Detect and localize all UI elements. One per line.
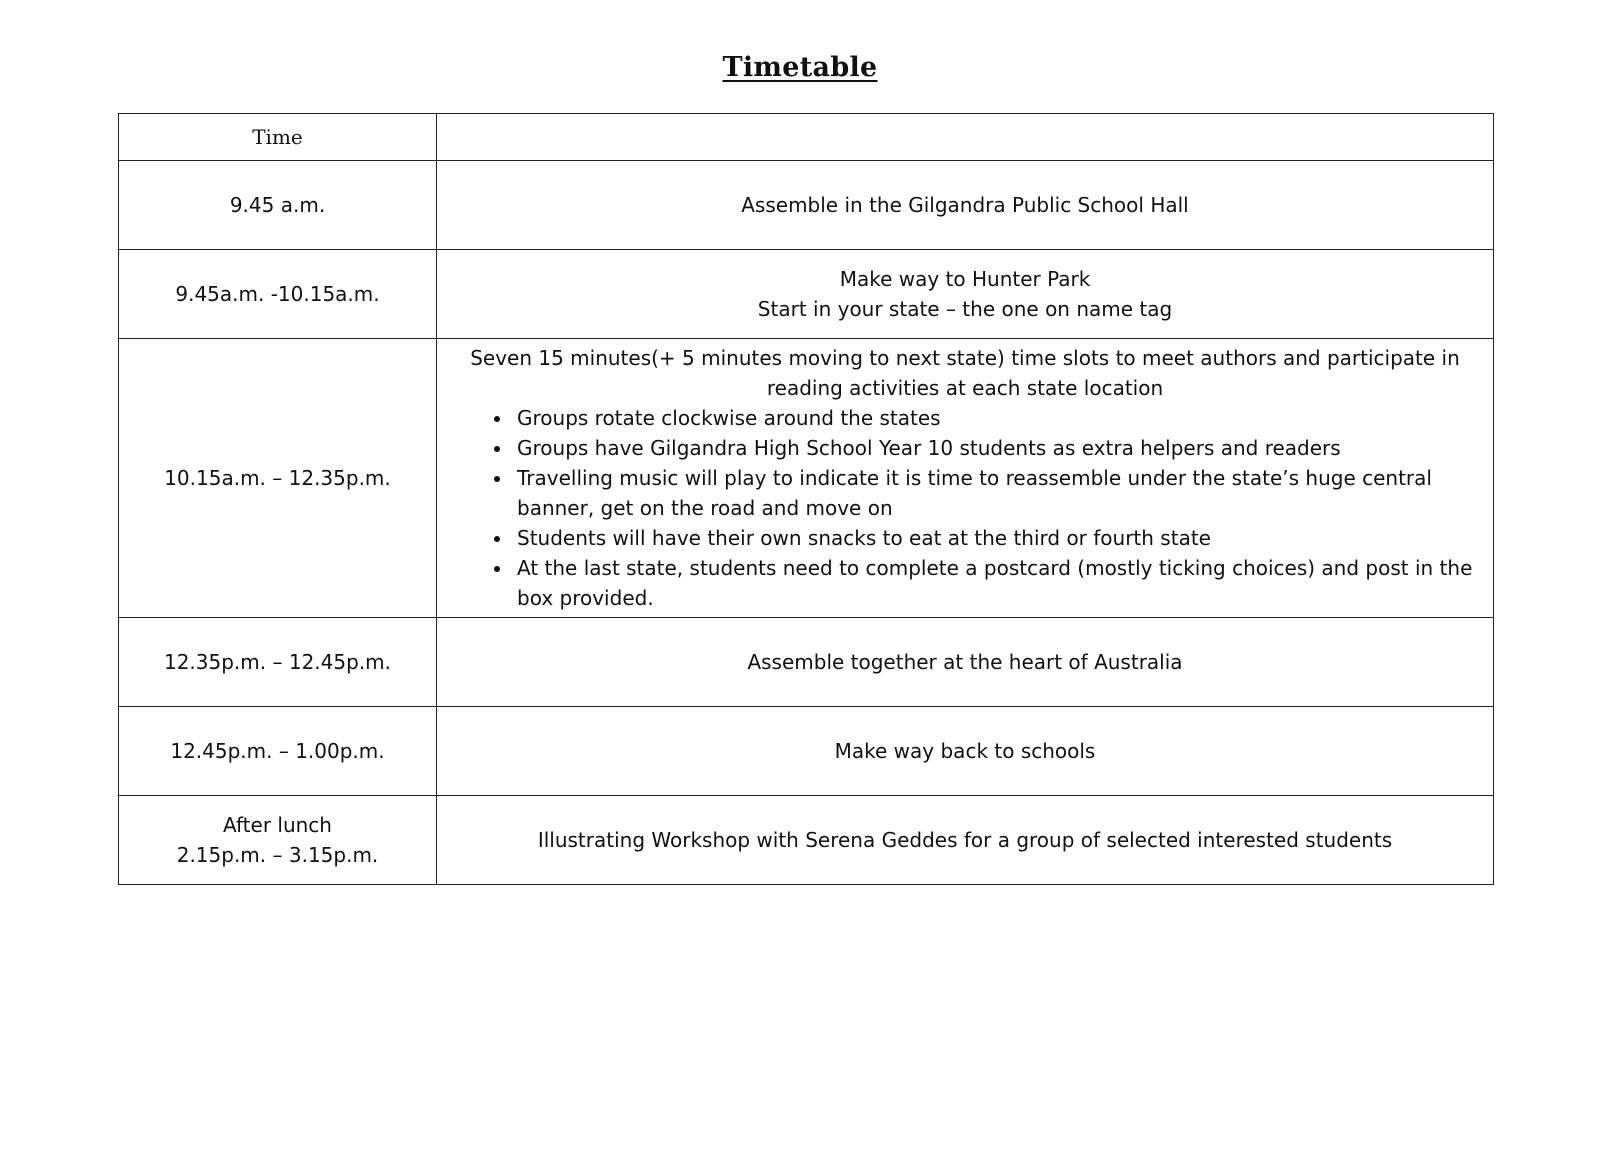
- activity-text: Assemble together at the heart of Australia: [747, 650, 1183, 674]
- table-row: [119, 339, 1494, 618]
- time-cell: [119, 796, 437, 885]
- activity-intro: Seven 15 minutes(+ 5 minutes moving to next state) time slots to meet authors and participate in reading activities at each state location: [470, 346, 1460, 400]
- table-row: [119, 707, 1494, 796]
- activity-text: Assemble in the Gilgandra Public School Hall: [741, 193, 1189, 217]
- table-header-row: [119, 114, 1494, 161]
- activity-cell: [437, 339, 1494, 618]
- page-title: Timetable: [722, 52, 878, 83]
- column-header-time: Time: [119, 114, 437, 161]
- activity-cell: [437, 707, 1494, 796]
- activity-text: Make way to Hunter Park: [839, 267, 1091, 291]
- table-row: [119, 161, 1494, 250]
- time-text: 2.15p.m. – 3.15p.m.: [176, 843, 379, 867]
- activity-block: [447, 343, 1483, 613]
- activity-cell: [437, 161, 1494, 250]
- activity-text: Illustrating Workshop with Serena Geddes for a group of selected interested students: [537, 828, 1393, 852]
- activity-cell: [437, 618, 1494, 707]
- bullet-list: [451, 403, 1479, 613]
- time-text: 9.45 a.m.: [229, 193, 326, 217]
- table-row: [119, 250, 1494, 339]
- time-cell: [119, 339, 437, 618]
- bullet-item: • Groups have Gilgandra High School Year 10 students as extra helpers and readers: [513, 433, 1479, 463]
- timetable: [118, 113, 1494, 885]
- column-header-activity: [437, 114, 1494, 161]
- time-text: 10.15a.m. – 12.35p.m.: [164, 466, 391, 490]
- bullet-item: • Groups rotate clockwise around the states: [513, 403, 1479, 433]
- activity-cell: [437, 250, 1494, 339]
- activity-text: Make way back to schools: [834, 739, 1096, 763]
- bullet-item: • At the last state, students need to complete a postcard (mostly ticking choices) and post in the box provided.: [513, 553, 1479, 613]
- table-row: [119, 618, 1494, 707]
- time-text: 12.45p.m. – 1.00p.m.: [170, 739, 385, 763]
- time-text: 12.35p.m. – 12.45p.m.: [163, 650, 391, 674]
- activity-text: Start in your state – the one on name tag: [757, 297, 1173, 321]
- time-cell: [119, 618, 437, 707]
- bullet-item: • Students will have their own snacks to eat at the third or fourth state: [513, 523, 1479, 553]
- time-cell: [119, 161, 437, 250]
- time-text: After lunch: [223, 813, 332, 837]
- activity-cell: [437, 796, 1494, 885]
- time-text: 9.45a.m. -10.15a.m.: [175, 282, 380, 306]
- bullet-item: • Travelling music will play to indicate it is time to reassemble under the state’s huge central banner, get on the road and move on: [513, 463, 1479, 523]
- time-cell: [119, 707, 437, 796]
- table-row: [119, 796, 1494, 885]
- time-cell: [119, 250, 437, 339]
